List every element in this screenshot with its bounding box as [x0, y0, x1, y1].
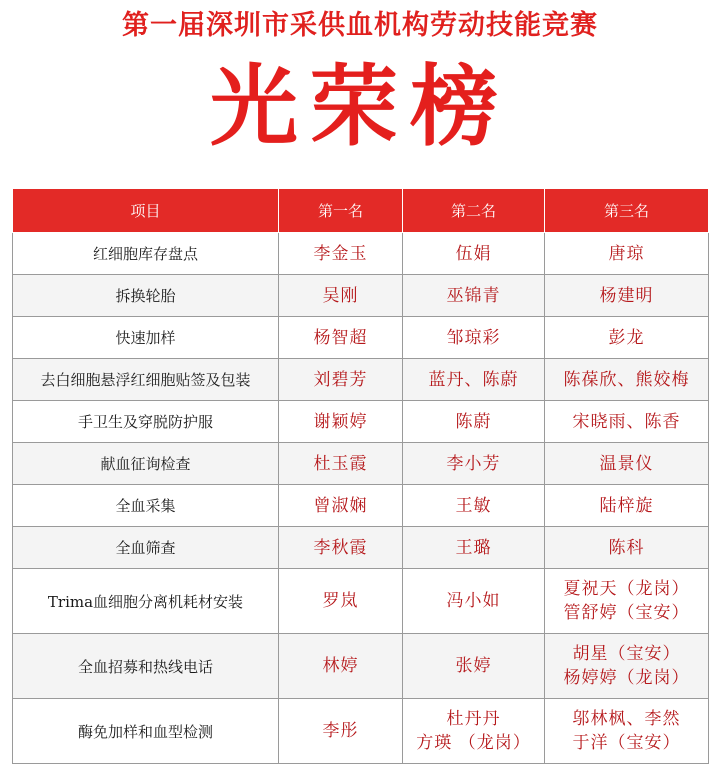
second-place: 王敏 — [403, 485, 545, 527]
first-place: 曾淑娴 — [279, 485, 403, 527]
third-place: 夏祝天（龙岗） 管舒婷（宝安） — [545, 569, 709, 634]
third-place: 宋晓雨、陈香 — [545, 401, 709, 443]
column-header-second: 第二名 — [403, 189, 545, 233]
first-place: 杜玉霞 — [279, 443, 403, 485]
event-name: 手卫生及穿脱防护服 — [13, 401, 279, 443]
table-row — [13, 485, 709, 527]
second-place: 巫锦青 — [403, 275, 545, 317]
event-name: 红细胞库存盘点 — [13, 233, 279, 275]
third-place: 唐琼 — [545, 233, 709, 275]
column-header-third: 第三名 — [545, 189, 709, 233]
first-place: 刘碧芳 — [279, 359, 403, 401]
first-place: 罗岚 — [279, 569, 403, 634]
event-name: 酶免加样和血型检测 — [13, 699, 279, 764]
first-place: 吴刚 — [279, 275, 403, 317]
third-place: 彭龙 — [545, 317, 709, 359]
table-row — [13, 699, 709, 764]
second-place: 伍娟 — [403, 233, 545, 275]
first-place: 杨智超 — [279, 317, 403, 359]
table-row — [13, 527, 709, 569]
third-place: 陆梓旋 — [545, 485, 709, 527]
third-place: 陈葆欣、熊姣梅 — [545, 359, 709, 401]
second-place: 王璐 — [403, 527, 545, 569]
event-name: Trima血细胞分离机耗材安装 — [13, 569, 279, 634]
table-row — [13, 443, 709, 485]
table-row — [13, 233, 709, 275]
first-place: 李秋霞 — [279, 527, 403, 569]
third-place: 陈科 — [545, 527, 709, 569]
event-name: 献血征询检查 — [13, 443, 279, 485]
honor-roll-table — [12, 188, 709, 764]
table-row — [13, 359, 709, 401]
first-place: 林婷 — [279, 634, 403, 699]
second-place: 陈蔚 — [403, 401, 545, 443]
second-place: 张婷 — [403, 634, 545, 699]
honor-roll-title: 光荣榜 — [209, 55, 510, 158]
table-row — [13, 275, 709, 317]
table-row — [13, 401, 709, 443]
table-row — [13, 569, 709, 634]
second-place: 冯小如 — [403, 569, 545, 634]
event-name: 全血筛查 — [13, 527, 279, 569]
second-place: 李小芳 — [403, 443, 545, 485]
table-header-row — [13, 189, 709, 233]
event-name: 全血招募和热线电话 — [13, 634, 279, 699]
event-name: 去白细胞悬浮红细胞贴签及包装 — [13, 359, 279, 401]
third-place: 温景仪 — [545, 443, 709, 485]
table-row — [13, 317, 709, 359]
column-header-first: 第一名 — [279, 189, 403, 233]
competition-subtitle: 第一届深圳市采供血机构劳动技能竞赛 — [122, 10, 598, 41]
third-place: 邬林枫、李然 于洋（宝安） — [545, 699, 709, 764]
table-row — [13, 634, 709, 699]
event-name: 拆换轮胎 — [13, 275, 279, 317]
first-place: 李金玉 — [279, 233, 403, 275]
third-place: 杨建明 — [545, 275, 709, 317]
event-name: 全血采集 — [13, 485, 279, 527]
event-name: 快速加样 — [13, 317, 279, 359]
second-place: 蓝丹、陈蔚 — [403, 359, 545, 401]
second-place: 邹琼彩 — [403, 317, 545, 359]
first-place: 李彤 — [279, 699, 403, 764]
first-place: 谢颖婷 — [279, 401, 403, 443]
third-place: 胡星（宝安） 杨婷婷（龙岗） — [545, 634, 709, 699]
second-place: 杜丹丹 方瑛 （龙岗） — [403, 699, 545, 764]
column-header-item: 项目 — [13, 189, 279, 233]
